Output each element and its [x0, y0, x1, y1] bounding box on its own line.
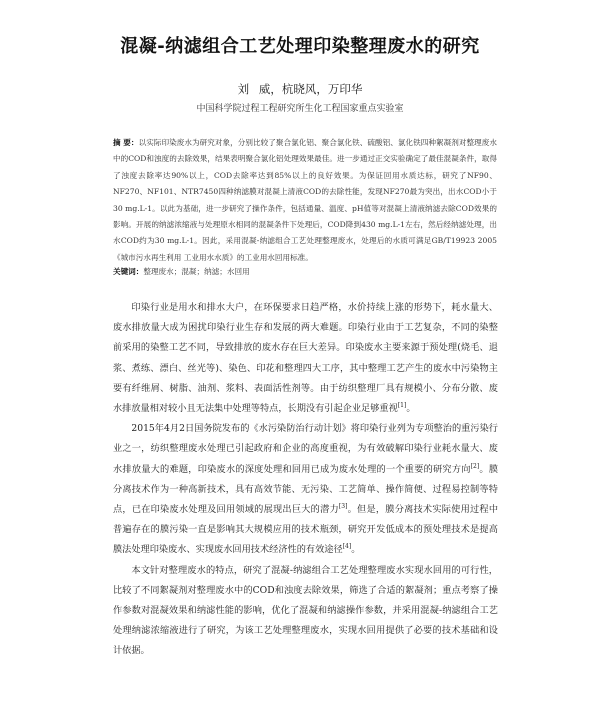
citation-ref[interactable]: [1]: [397, 401, 407, 409]
keywords-label: 关键词：: [113, 267, 144, 276]
body-text: [113, 298, 498, 662]
paragraph-2-text: 2015年4月2日国务院发布的《水污染防治行动计划》将印染行业列为专项整治的重污染行业之一，纺织整理废水处理已引起政府和企业的高度重视，为有效破解印染行业耗水量大、废水排放量大的难题，印染废水的深度处理和回用已成为废水处理的一个重要的研究方向: [113, 423, 498, 475]
keywords-block: [113, 266, 497, 277]
body-paragraph-1: [113, 298, 498, 419]
keywords-text: 整理废水；混凝；纳滤；水回用: [143, 267, 250, 276]
abstract-label: 摘 要：: [113, 138, 139, 147]
paragraph-1-text: 印染行业是用水和排水大户，在环保要求日趋严格，水价持续上涨的形势下，耗水量大、废水排放量大成为困扰印染行业生存和发展的两大难题。印染行业由于工艺复杂，不同的染整前采用的染整工艺不同，导致排放的废水存在巨大差异。印染废水主要来源于预处理(烧毛、退浆、煮练、漂白、丝光等)、染色、印花和整理四大工序，其中整理工艺产生的废水中污染物主要有纤维屑、树脂、油剂、浆料、表面活性剂等。由于纺织整理厂具有规模小、分布分散、废水排放量相对较小且无法集中处理等特点，长期没有引起企业足够重视: [113, 302, 498, 415]
paragraph-2-end: 。: [351, 544, 361, 556]
paragraph-3-text: 本文针对整理废水的特点，研究了混凝-纳滤组合工艺处理整理废水实现水回用的可行性，比较了不同絮凝剂对整理废水中的COD和浊度去除效果，筛选了合适的絮凝剂；重点考察了操作参数对混凝效果和纳滤性能的影响，优化了混凝和纳滤操作参数，并采用混凝-纳滤组合工艺处理纳滤浓缩液进行了研究，为该工艺处理整理废水，实现水回用提供了必要的技术基础和设计依据。: [113, 564, 498, 657]
body-paragraph-3: [113, 561, 498, 662]
citation-ref[interactable]: [4]: [342, 543, 352, 551]
paragraph-1-end: 。: [406, 403, 416, 415]
body-paragraph-2: [113, 419, 498, 560]
citation-ref[interactable]: [3]: [338, 502, 348, 510]
paragraph-2-mid: 。膜分离技术作为一种高新技术，具有高效节能、无污染、工艺简单、操作简便、过程易控制等特点，已在印染废水处理及回用领域的展现出巨大的潜力: [113, 463, 499, 516]
affiliation-line: 中国科学院过程工程研究所生化工程国家重点实验室: [196, 104, 404, 114]
abstract-block: [113, 135, 497, 266]
paper-title: 混凝-纳滤组合工艺处理印染整理废水的研究: [120, 36, 480, 57]
paragraph-2-mid2: 。但是，膜分离技术实际使用过程中普遍存在的膜污染一直是影响其大规模应用的技术瓶颈，研究开发低成本的预处理技术是提高膜法处理印染废水、实现废水回用技术经济性的有效途径: [113, 504, 499, 556]
citation-ref[interactable]: [2]: [470, 462, 480, 470]
authors-line: 刘 威，杭晓风，万印华: [237, 82, 363, 96]
abstract-text: 以实际印染废水为研究对象，分别比较了聚合氯化铝、聚合氯化铁、硫酸铝、氯化铁四种絮凝剂对整理废水中的COD和浊度的去除效果，结果表明聚合氯化铝处理效果最佳。进一步通过正交实验确定了最佳混凝条件，取得了浊度去除率达90%以上，COD去除率达到85%以上的良好效果。为保证回用水质达标，研究了NF90、NF270、NF101、NTR7450四种纳滤膜对混凝上清液COD的去除性能，发现NF270最为突出，出水COD小于30 mg.L-1。以此为基础，进一步研究了操作条件，包括通量、温度、pH值等对混凝上清液纳滤去除COD效果的影响。开展的纳滤浓缩液与处理原水相同的混凝条件下处理后，COD降到430 mg.L-1左右，然后经纳滤处理，出水COD约为30 mg.L-1。因此，采用混凝-纳滤组合工艺处理整理废水，处理后的水质可满足GB/T19923 2005《城市污水再生利用 工业用水水质》的工业用水回用标准。: [113, 138, 497, 262]
